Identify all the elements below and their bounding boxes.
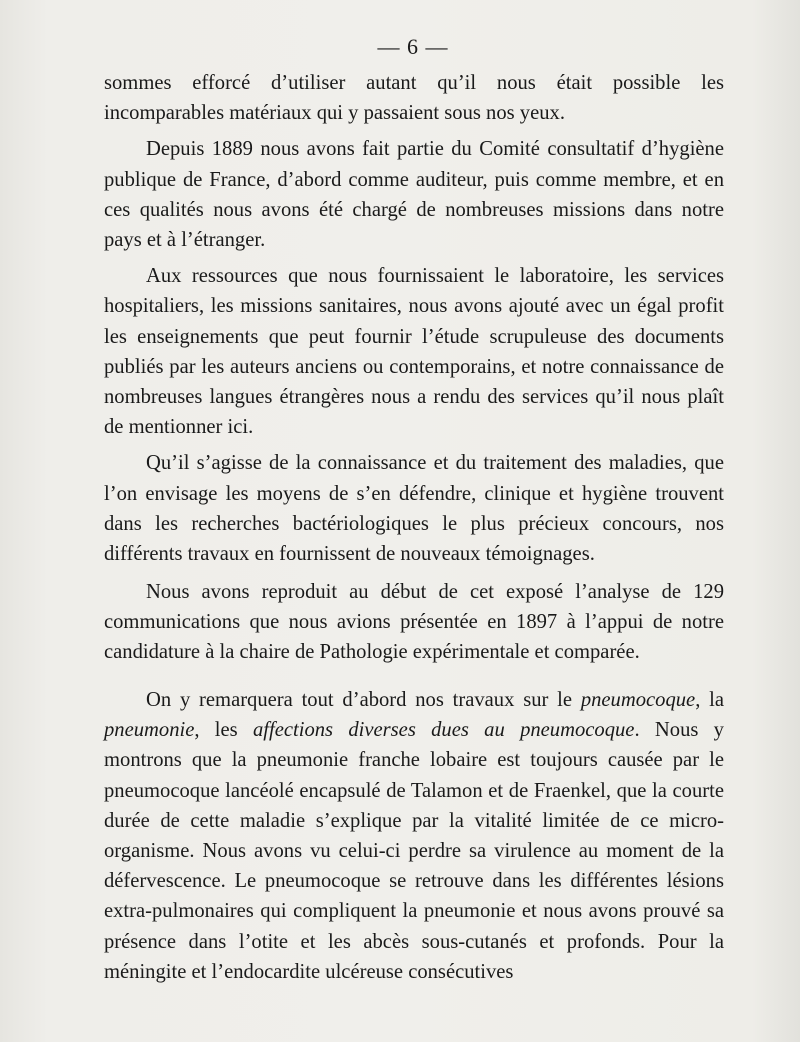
paragraph-pneumocoque <box>104 685 724 987</box>
page-number: — 6 — <box>377 34 449 59</box>
paragraph-communications: Nous avons reproduit au début de cet exposé l’analyse de 129 communications que nous avions présentée en 1897 à l’appui de notre candidature à la chaire de Pathologie expérimentale et comparée. <box>104 581 724 664</box>
paragraph-maladies: Qu’il s’agisse de la connaissance et du traitement des maladies, que l’on envisage les moyens de s’en défendre, clinique et hygiène trouvent dans les recherches bactériologiques le plus précieux concours, nos différents travaux en fournissent de nouveaux témoignages. <box>104 452 724 566</box>
pneumonie-term: pneumonie <box>104 719 195 742</box>
text-block-middle <box>104 577 724 668</box>
paragraph-comite: Depuis 1889 nous avons fait partie du Comité consultatif d’hygiène publique de France, d’abord comme auditeur, puis comme membre, et en ces qualités nous avons été chargé de nombreuses missions dans notre pays et à l’étranger. <box>104 138 724 252</box>
text-block-bottom <box>104 685 724 987</box>
pneumocoque-term: pneumocoque <box>580 689 696 711</box>
pneumocoque-text-2: , la <box>695 689 724 711</box>
affections-term: affections diverses dues au pneumocoque <box>252 719 635 742</box>
paragraph-ressources: Aux ressources que nous fournissaient le laboratoire, les services hospitaliers, les missions sanitaires, nous avons ajouté avec un égal profit les enseignements que peut fournir l’étude scrupuleuse des documents publiés par les auteurs anciens ou contemporains, et notre connaissance de nombreuses langues étrangères nous a rendu des services qu’il nous plaît de mentionner ici. <box>104 265 724 439</box>
pneumocoque-text-3: , les <box>194 719 253 742</box>
pneumocoque-text-1: On y remarquera tout d’abord nos travaux sur le <box>146 689 581 711</box>
pneumocoque-text-4: . Nous y montrons que la pneumonie franche lobaire est toujours causée par le pneumocoque lancéolé encapsulé de Talamon et de Fraenkel, que la courte durée de cette maladie s’explique par la vitalité limitée de ce micro-organisme. Nous avons vu celui-ci perdre sa virulence au moment de la défervescence. Le pneumocoque se retrouve dans les différentes lésions extra-pulmonaires qui compliquent la pneumonie et nous avons prouvé sa présence dans l’otite et les abcès sous-cutanés et profonds. Pour la méningite et l’endocardite ulcéreuse consécutives <box>104 719 724 983</box>
paragraph-continuation: sommes efforcé d’utiliser autant qu’il nous était possible les incomparables matériaux qui y passaient sous nos yeux. <box>104 72 724 125</box>
text-block-top <box>104 68 724 569</box>
